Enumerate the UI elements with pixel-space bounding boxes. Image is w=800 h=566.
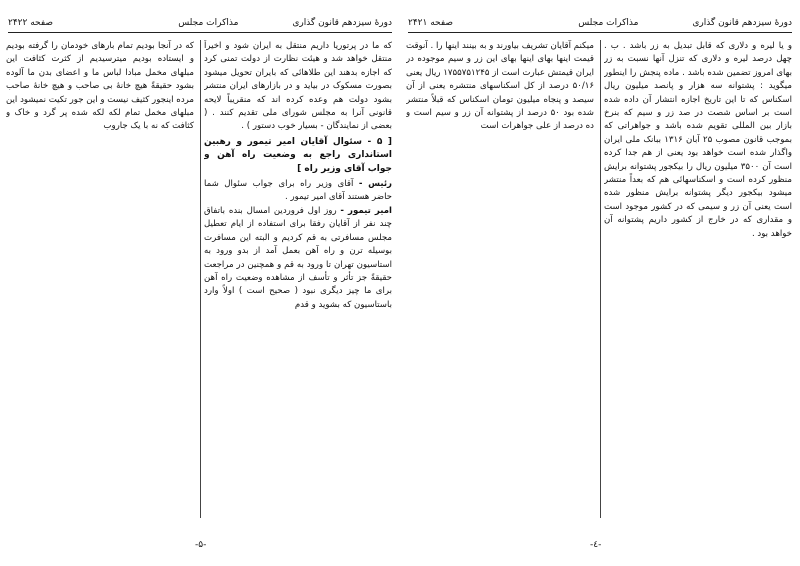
body-paragraph: و یا لیره و دلاری که قابل تبدیل به زر باشد . ب . چهل درصد لیره و دلاری که تنزل آنها نسبت به زر بهای امروز تضمین شده باشد . ماده پنجش را اینطور میگوید : پشتوانه سه هزار و پانصد میلیون ریال اسکناس که تا این تاریخ اجازه انتشار آن داده شده است بر اساس شصت در صد زر و سیم که بنرخ بازار بین المللی تقویم شده باشد و جواهراتی که بموجب قانون مصوب ۲۵ آبان ۱۳۱۶ ببانک ملی ایران واگذار شده است خواهد بود یعنی از هم جدا کرده است آن ۳۵۰۰ میلیون ریال را بیکجور پشتوانه برایش منظور کرده است و اسکناسهائی هم که بعداً منتشر میشود بیکجور دیگر پشتوانه برایش منظور شده است یعنی آن زر و سیمی که در کشور موجود است و مقداری که در خارج از کشور داریم پشتوانه آن خواهد بود . xyxy=(604,41,792,239)
speech-text: آقای وزیر راه برای جواب سئوال شما حاضر هستند آقای امیر تیمور . xyxy=(204,179,392,203)
speech-paragraph xyxy=(204,205,392,312)
header-title: مذاکرات مجلس xyxy=(178,18,239,28)
text-column-right xyxy=(604,40,792,518)
text-column-right xyxy=(204,40,392,518)
column-divider xyxy=(200,40,201,518)
speech-text: روز اول فروردین امسال بنده باتفاق چند نفر از آقایان رفقا برای استفاده از ایام تعطیل مجلس مسافرتی به قم کردیم و البته این مسافرت بوسیله ترن و راه آهن بعمل آمد از بدو ورود به استاسیون تهران تا ورود به قم و همچنین در مراجعت حقیقةً جز تأثر و تأسف از مشاهده وضعیت راه آهن برای ما چیز دیگری نبود ( صحیح است ) اولاً وارد باستاسیون که بشوید و قدم xyxy=(204,205,392,310)
right-page xyxy=(400,0,800,566)
speaker-name: رئیس - xyxy=(358,179,392,190)
header-page-number: صفحه ۲۴۲۲ xyxy=(8,18,54,28)
page-header xyxy=(8,18,392,33)
page-header xyxy=(408,18,792,33)
header-title: مذاکرات مجلس xyxy=(578,18,639,28)
text-column-left xyxy=(6,40,194,518)
header-period: دورهٔ سیزدهم قانون گذاری xyxy=(292,18,392,28)
page-folio: -۵- xyxy=(195,540,207,550)
header-period: دورهٔ سیزدهم قانون گذاری xyxy=(692,18,792,28)
header-page-number: صفحه ۲۴۲۱ xyxy=(408,18,454,28)
page-folio: -٤- xyxy=(590,540,602,550)
speech-paragraph xyxy=(204,178,392,205)
body-paragraph: که در آنجا بودیم تمام بارهای خودمان را گرفته بودیم و ایستاده بودیم میترسیدیم از کثرت کثافت این مبلهای مخمل مبادا لباس ما و اعضای بدن ما آلوده بشود حقیقةً هیچ خانهٔ بی صاحب و هیچ خانهٔ صاحب مرده اینجور کثیف نیست و این جور تکیت نمیشود این مبلهای مخمل تمام لکه لکه شده پر گرد و خاک و کثافت که نه با یک جاروب xyxy=(6,41,194,132)
section-heading: [ ۵ - سئوال آقایان امیر تیمور و رهبین استانداری راجع به وضعیت راه آهن و جواب آقای وزیر راه ] xyxy=(204,136,392,174)
body-paragraph: که ما در پرتوریا داریم منتقل به ایران شود و اخیراً منتقل خواهد شد و هیئت نظارت از دولت تمنی کرد که اجازه بدهند این طلاهائی که بایران تحویل میشود بصورت مسکوک در بیاید و در بازارهای ایران منتشر بشود دولت هم وعده کرده اند که منقریباً لایحه قانونی آنرا به مجلس شورای ملی تقدیم کنند . ( بعضی از نمایندگان - بسیار خوب دستور ) . xyxy=(204,41,392,132)
speaker-name: امیر تیمور - xyxy=(340,205,392,216)
column-divider xyxy=(600,40,601,518)
text-column-left xyxy=(406,40,594,518)
body-paragraph: میکنم آقایان تشریف بیاورند و به بینند اینها را . آنوقت قیمت اینها بهای اینها بهای این زر و سیم موجوده در ایران قیمتش عبارت است از ۱۷۵۵۷۵۱۲۴۵ ریال یعنی ۵۰/۱۶ درصد از کل اسکناسهای منتشره یعنی از آن سیصد و پنجاه میلیون تومان اسکناس که قبلاً منتشر شده بود ۵۰ درصد از پشتوانه آن زر و سیم است و ده درصد از علی جواهرات است xyxy=(406,41,594,132)
